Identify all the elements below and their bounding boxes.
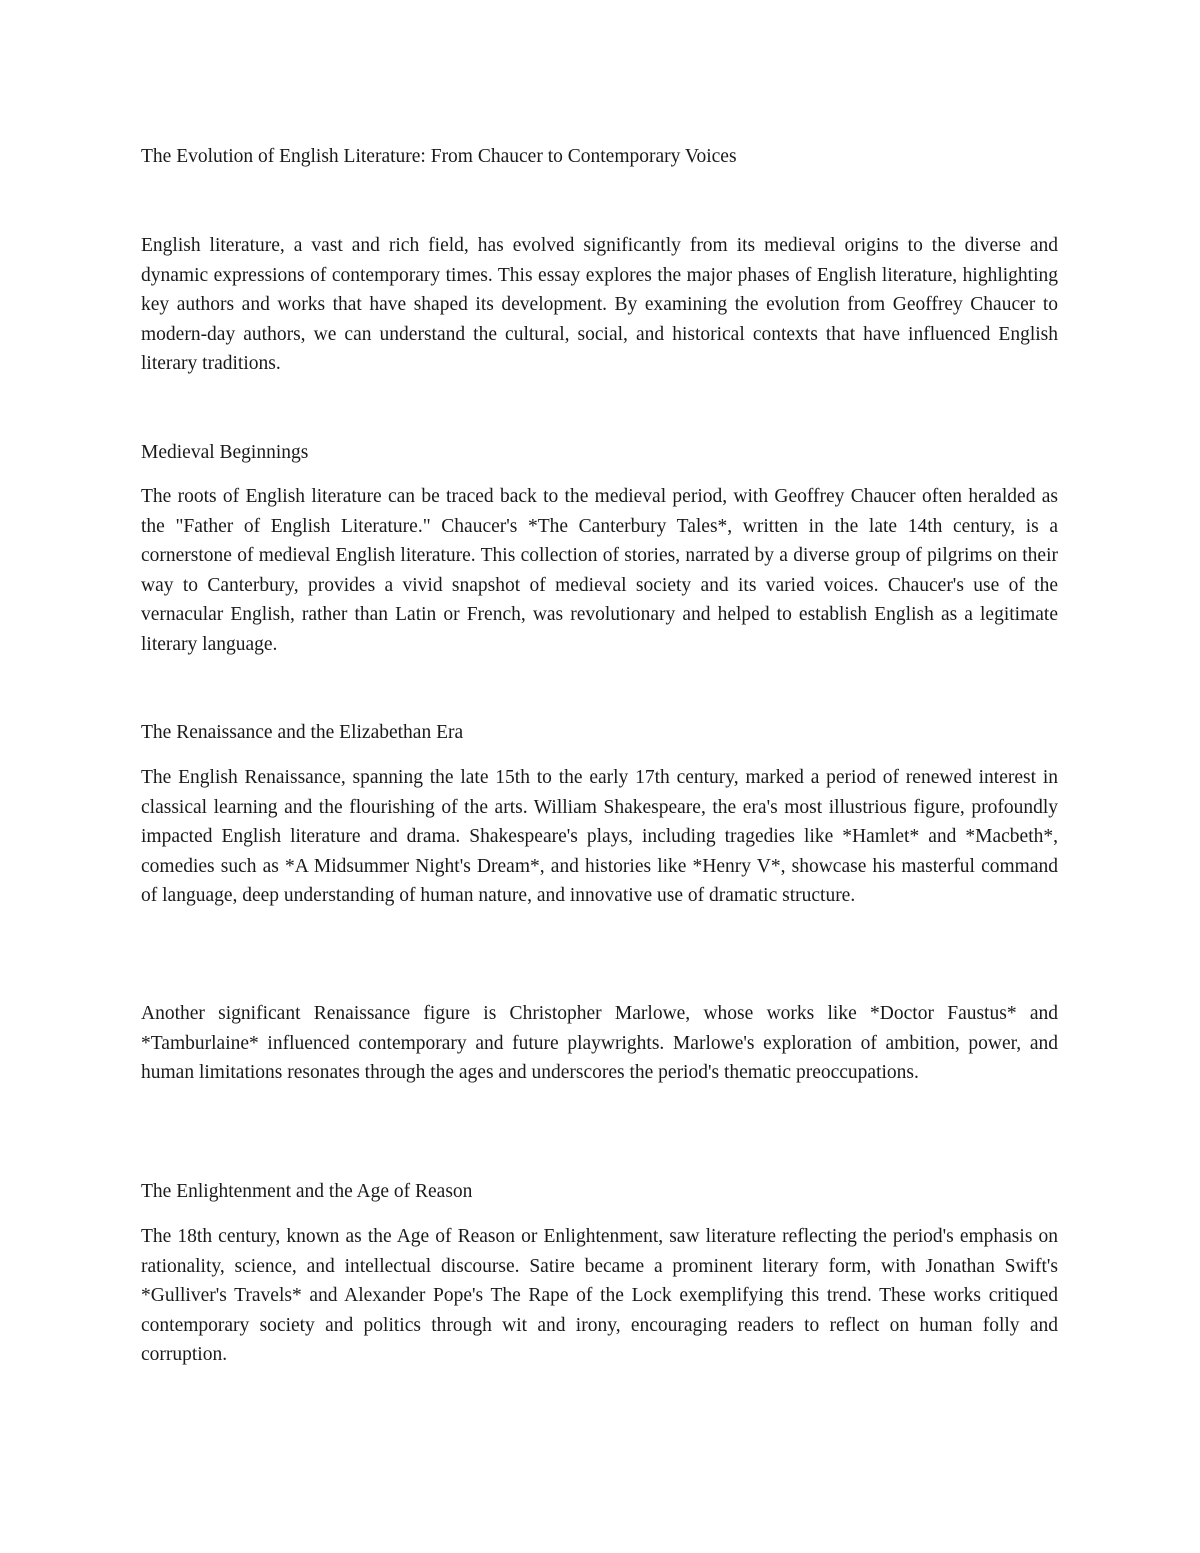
section-heading-enlightenment: The Enlightenment and the Age of Reason bbox=[141, 1181, 473, 1202]
document-title: The Evolution of English Literature: From Chaucer to Contemporary Voices bbox=[141, 146, 737, 167]
paragraph-renaissance-marlowe: Another significant Renaissance figure is Christopher Marlowe, whose works like *Doctor Faustus* and *Tamburlaine* influenced contemporary and future playwrights. Marlowe's exploration of ambition, power, and human limitations resonates through the ages and underscores the period's thematic preoccupations. bbox=[141, 1003, 1058, 1083]
section-heading-renaissance: The Renaissance and the Elizabethan Era bbox=[141, 722, 464, 743]
section-heading-medieval: Medieval Beginnings bbox=[141, 442, 309, 463]
paragraph-renaissance-shakespeare: The English Renaissance, spanning the late 15th to the early 17th century, marked a period of renewed interest in classical learning and the flourishing of the arts. William Shakespeare, the era's most illustrious figure, profoundly impacted English literature and drama. Shakespeare's plays, including tragedies like *Hamlet* and *Macbeth*, comedies such as *A Midsummer Night's Dream*, and histories like *Henry V*, showcase his masterful command of language, deep understanding of human nature, and innovative use of dramatic structure. bbox=[141, 767, 1058, 906]
paragraph-enlightenment: The 18th century, known as the Age of Reason or Enlightenment, saw literature reflecting the period's emphasis on rationality, science, and intellectual discourse. Satire became a prominent literary form, with Jonathan Swift's *Gulliver's Travels* and Alexander Pope's The Rape of the Lock exemplifying this trend. These works critiqued contemporary society and politics through wit and irony, encouraging readers to reflect on human folly and corruption. bbox=[141, 1226, 1058, 1365]
intro-paragraph: English literature, a vast and rich field, has evolved significantly from its medieval origins to the diverse and dynamic expressions of contemporary times. This essay explores the major phases of English literature, highlighting key authors and works that have shaped its development. By examining the evolution from Geoffrey Chaucer to modern-day authors, we can understand the cultural, social, and historical contexts that have influenced English literary traditions. bbox=[141, 235, 1058, 374]
paragraph-medieval: The roots of English literature can be traced back to the medieval period, with Geoffrey Chaucer often heralded as the "Father of English Literature." Chaucer's *The Canterbury Tales*, written in the late 14th century, is a cornerstone of medieval English literature. This collection of stories, narrated by a diverse group of pilgrims on their way to Canterbury, provides a vivid snapshot of medieval society and its varied voices. Chaucer's use of the vernacular English, rather than Latin or French, was revolutionary and helped to establish English as a legitimate literary language. bbox=[141, 486, 1058, 655]
